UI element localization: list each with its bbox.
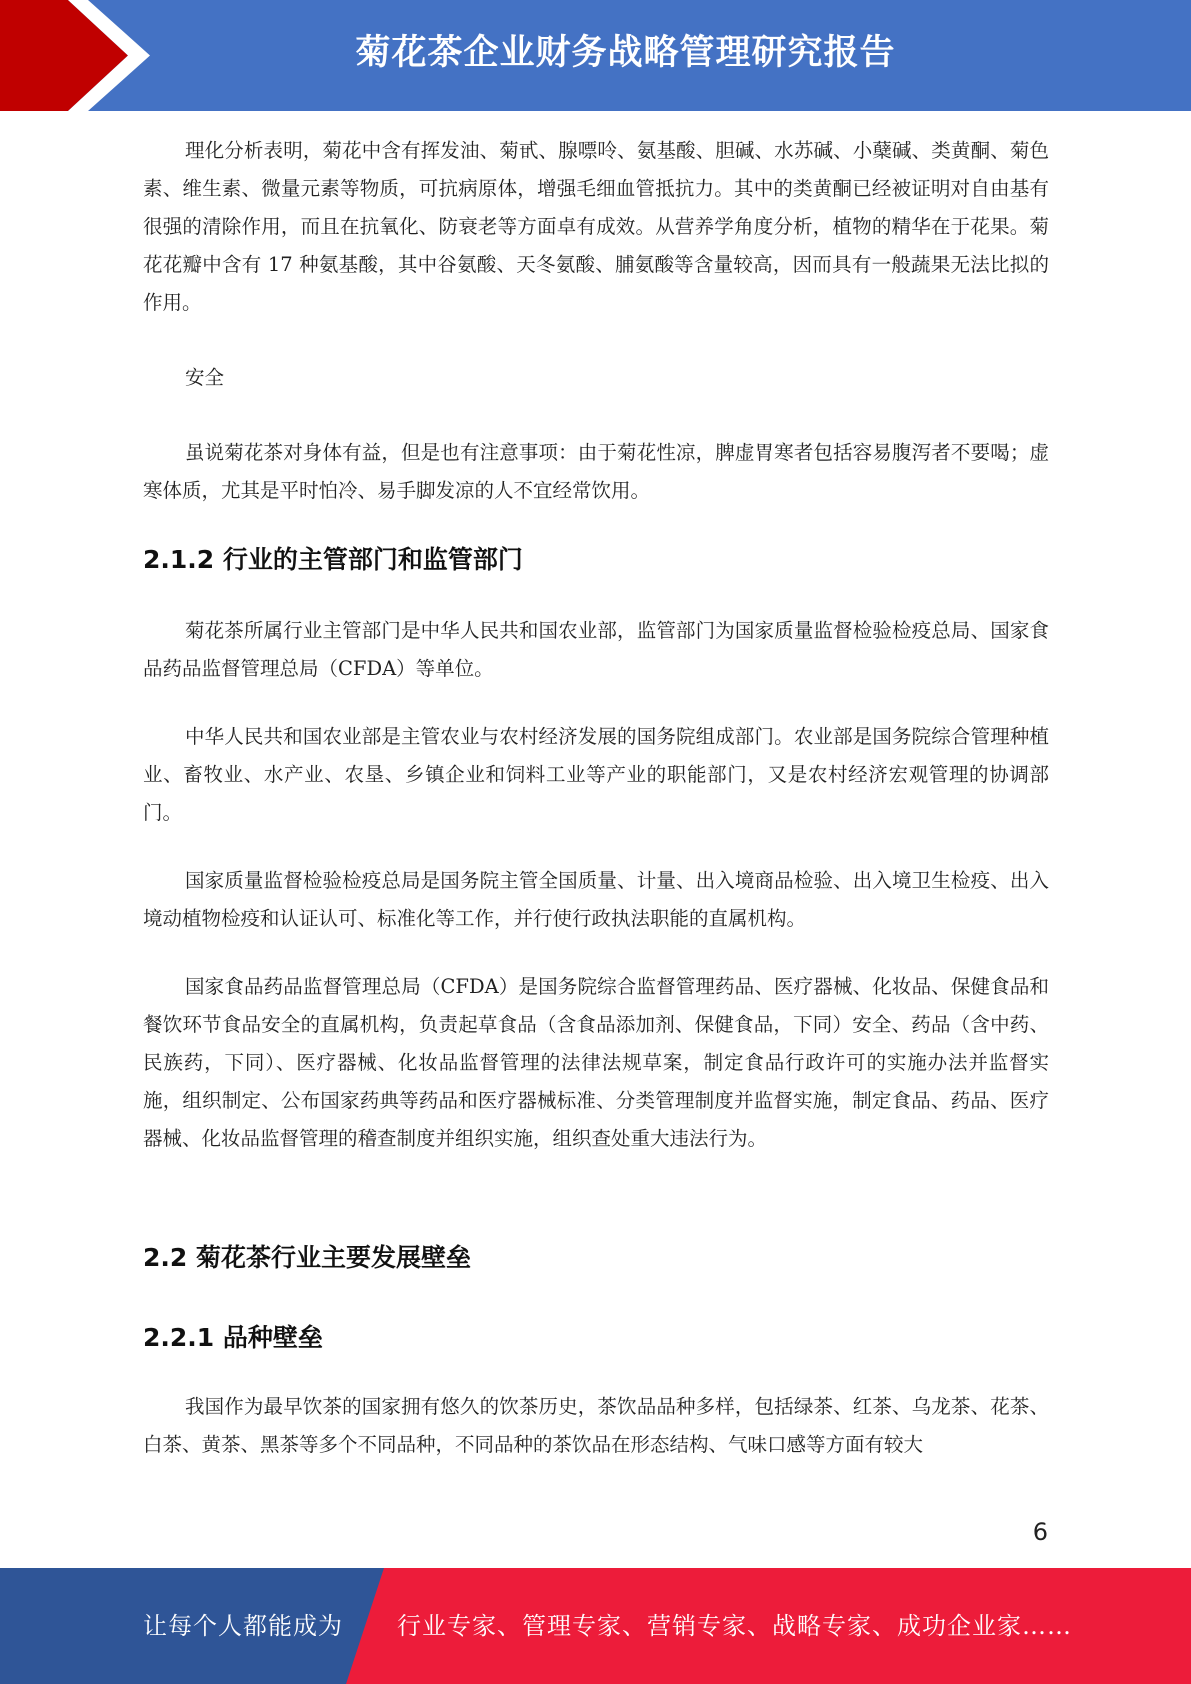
paragraph-variety-barrier: 我国作为最早饮茶的国家拥有悠久的饮茶历史，茶饮品品种多样，包括绿茶、红茶、乌龙茶、花茶、白茶、黄茶、黑茶等多个不同品种，不同品种的茶饮品在形态结构、气味口感等方面有较大 [143,1395,1049,1456]
footer-slogan-right: 行业专家、管理专家、营销专家、战略专家、成功企业家…… [397,1612,1072,1640]
footer-slogan-left: 让每个人都能成为 [143,1612,343,1640]
paragraph-safety-notes: 虽说菊花茶对身体有益，但是也有注意事项：由于菊花性凉，脾虚胃寒者包括容易腹泻者不要喝；虚寒体质，尤其是平时怕冷、易手脚发凉的人不宜经常饮用。 [143,441,1049,502]
report-title: 菊花茶企业财务战略管理研究报告 [355,33,896,73]
paragraph-chemical-analysis: 理化分析表明，菊花中含有挥发油、菊甙、腺嘌呤、氨基酸、胆碱、水苏碱、小蘖碱、类黄酮、菊色素、维生素、微量元素等物质，可抗病原体，增强毛细血管抵抗力。其中的类黄酮已经被证明对自由基有很强的清除作用，而且在抗氧化、防衰老等方面卓有成效。从营养学角度分析，植物的精华在于花果。菊花花瓣中含有 17 种氨基酸，其中谷氨酸、天冬氨酸、脯氨酸等含量较高，因而具有一般蔬果无法比拟的作用。 [143,139,1049,314]
paragraph-ministry-of-agriculture: 中华人民共和国农业部是主管农业与农村经济发展的国务院组成部门。农业部是国务院综合管理种植业、畜牧业、水产业、农垦、乡镇企业和饲料工业等产业的职能部门，又是农村经济宏观管理的协调部门。 [143,725,1049,824]
document-body [143,132,1049,1464]
header-arrow-decoration [0,0,160,111]
section-heading-2-2: 2.2 菊花茶行业主要发展壁垒 [143,1243,471,1272]
paragraph-aqsiq: 国家质量监督检验检疫总局是国务院主管全国质量、计量、出入境商品检验、出入境卫生检疫、出入境动植物检疫和认证认可、标准化等工作，并行使行政执法职能的直属机构。 [143,869,1049,930]
header-banner [0,0,1191,111]
paragraph-safety-heading: 安全 [185,366,225,389]
section-heading-2-1-2: 2.1.2 行业的主管部门和监管部门 [143,545,523,574]
section-heading-2-2-1: 2.2.1 品种壁垒 [143,1323,323,1352]
page-number: 6 [1032,1518,1048,1546]
footer-banner [0,1568,1191,1684]
paragraph-regulators: 菊花茶所属行业主管部门是中华人民共和国农业部，监管部门为国家质量监督检验检疫总局、国家食品药品监督管理总局（CFDA）等单位。 [143,619,1049,680]
paragraph-cfda: 国家食品药品监督管理总局（CFDA）是国务院综合监督管理药品、医疗器械、化妆品、保健食品和餐饮环节食品安全的直属机构，负责起草食品（含食品添加剂、保健食品，下同）安全、药品（含中药、民族药，下同）、医疗器械、化妆品监督管理的法律法规草案，制定食品行政许可的实施办法并监督实施，组织制定、公布国家药典等药品和医疗器械标准、分类管理制度并监督实施，制定食品、药品、医疗器械、化妆品监督管理的稽查制度并组织实施，组织查处重大违法行为。 [143,975,1049,1150]
